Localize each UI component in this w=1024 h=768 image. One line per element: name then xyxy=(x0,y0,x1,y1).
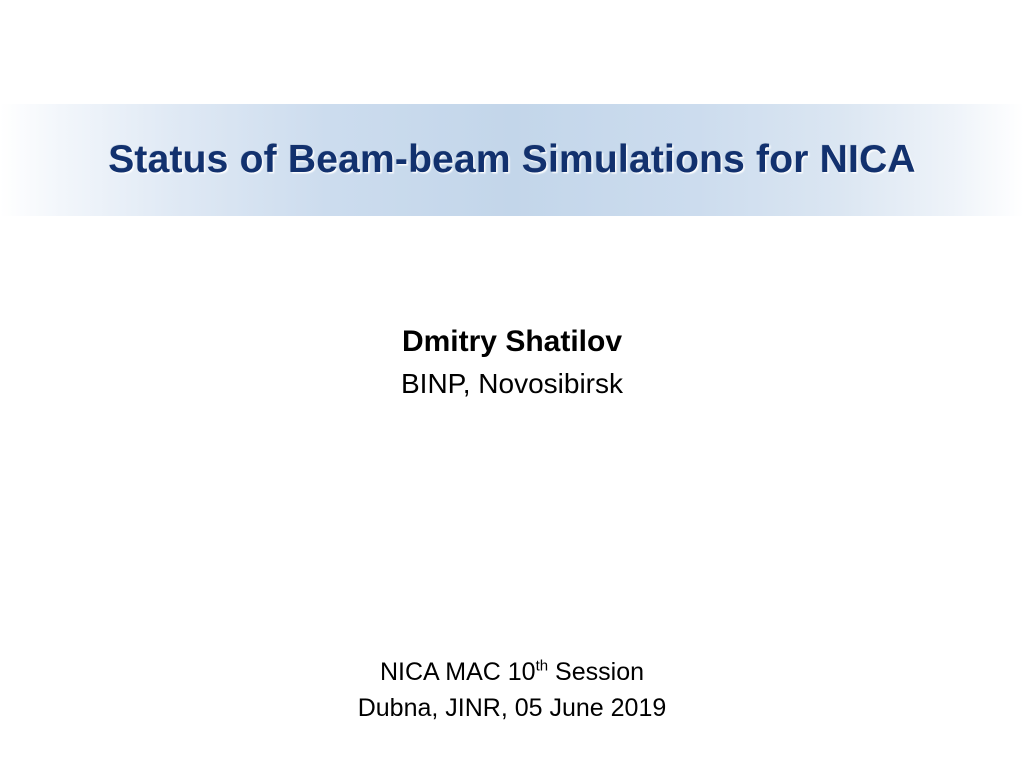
event-name-prefix: NICA MAC 10 xyxy=(379,658,536,686)
page-title: Status of Beam-beam Simulations for NICA xyxy=(108,138,916,181)
event-ordinal-suffix: th xyxy=(535,657,549,675)
author-name: Dmitry Shatilov xyxy=(401,325,623,358)
author-block xyxy=(0,322,1024,403)
author-affiliation: BINP, Novosibirsk xyxy=(400,368,623,399)
event-line xyxy=(0,655,1024,691)
event-name-suffix: Session xyxy=(548,658,644,686)
location-date-line: Dubna, JINR, 05 June 2019 xyxy=(357,693,667,722)
footer-block xyxy=(0,655,1024,726)
